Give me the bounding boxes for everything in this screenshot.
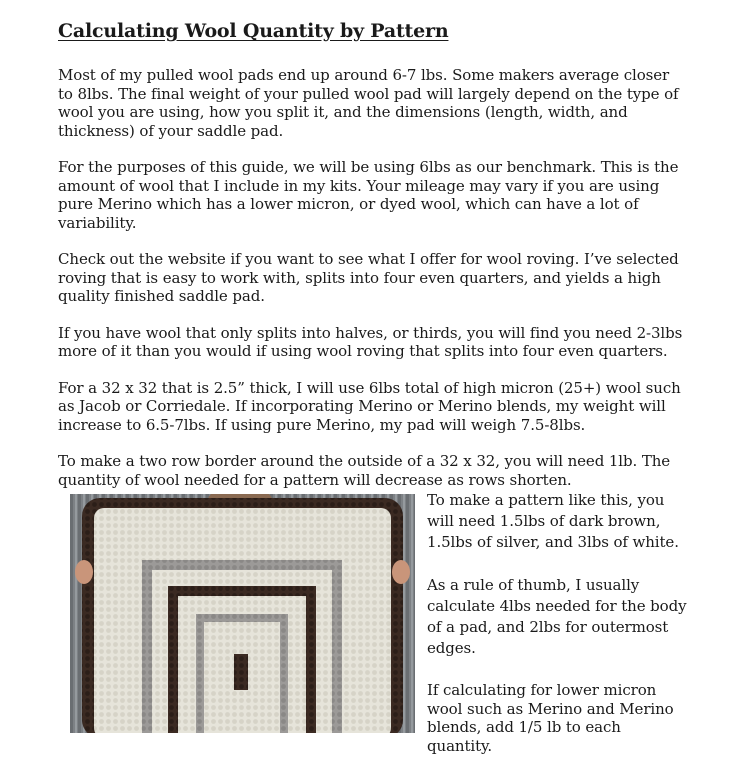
paragraph: If you have wool that only splits into halves, or thirds, you will find you need 2-3lbs more of it than you would if using wool roving that splits into four even quarters. [58, 323, 683, 360]
page-title: Calculating Wool Quantity by Pattern [58, 20, 449, 42]
side-notes [427, 490, 689, 777]
side-paragraph: If calculating for lower micron wool such as Merino and Merino blends, add 1/5 lb to each quantity. [427, 681, 674, 755]
paragraph: Most of my pulled wool pads end up around 6-7 lbs. Some makers average closer to 8lbs. The final weight of your pulled wool pad will largely depend on the type of wool you are using, how you split it, and the dimensions (length, width, and thickness) of your saddle pad. [58, 66, 679, 140]
paragraph: For the purposes of this guide, we will be using 6lbs as our benchmark. This is the amount of wool that I include in my kits. Your mileage may vary if you are using pure Merino which has a lower micron, or dyed wool, which can have a lot of variability. [58, 158, 679, 232]
wool-saddle-pad-photo [70, 494, 415, 733]
document-body [58, 18, 684, 507]
side-paragraph: As a rule of thumb, I usually calculate 4lbs needed for the body of a pad, and 2lbs for outermost edges. [427, 576, 687, 657]
figure-section [70, 491, 690, 755]
side-paragraph: To make a pattern like this, you will need 1.5lbs of dark brown, 1.5lbs of silver, and 3lbs of white. [427, 491, 679, 551]
paragraph: To make a two row border around the outside of a 32 x 32, you will need 1lb. The quantity of wool needed for a pattern will decrease as rows shorten. [58, 452, 671, 489]
paragraph: For a 32 x 32 that is 2.5” thick, I will use 6lbs total of high micron (25+) wool such as Jacob or Corriedale. If incorporating Merino or Merino blends, my weight will increase to 6.5-7lbs. If using pure Merino, my pad will weigh 7.5-8lbs. [58, 378, 681, 434]
paragraph: Check out the website if you want to see what I offer for wool roving. I’ve selected roving that is easy to work with, splits into four even quarters, and yields a high quality finished saddle pad. [58, 250, 679, 305]
